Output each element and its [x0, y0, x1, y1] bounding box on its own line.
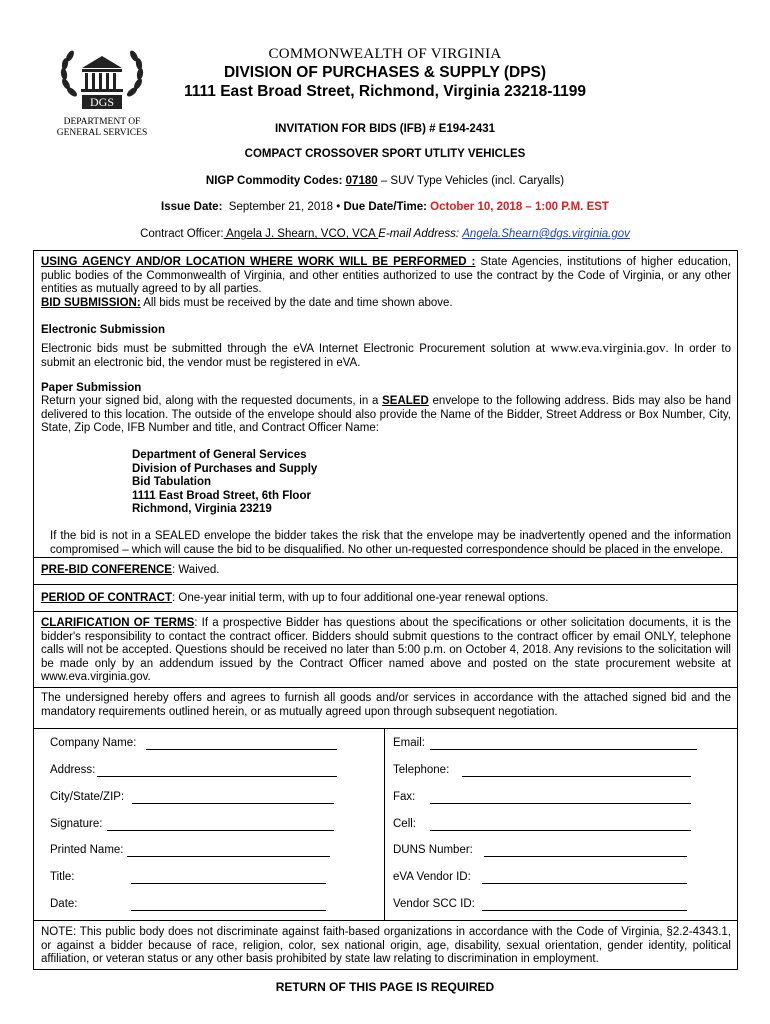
due-date: October 10, 2018 – 1:00 P.M. EST [430, 201, 609, 213]
signature-label: Signature: [50, 818, 103, 830]
telephone-label: Telephone: [393, 764, 450, 776]
eva-url[interactable]: www.eva.virginia.gov [550, 340, 666, 355]
bid-submission-label: BID SUBMISSION: [41, 297, 141, 309]
divider [33, 687, 738, 688]
city-state-zip-field[interactable] [132, 803, 334, 804]
divider [33, 584, 738, 585]
divider [33, 728, 738, 729]
date-label: Date: [50, 898, 78, 910]
non-discrimination-note: NOTE: This public body does not discriminate against faith-based organizations in accordance with the Code of Virginia, §2.2-4343.1, or against a bidder because of race, religion, color, sex national origin, age, disability, sexual orientation, gender identity, political affiliation, or veteran status or any other basis prohibited by state law relating to discrimination in employment. [41, 926, 731, 965]
issue-line: Issue Date: September 21, 2018 • Due Date/Time: October 10, 2018 – 1:00 P.M. EST [161, 201, 609, 213]
title-field[interactable] [131, 883, 326, 884]
city-state-zip-label: City/State/ZIP: [50, 791, 125, 803]
svg-text:GENERAL SERVICES: GENERAL SERVICES [56, 128, 148, 138]
division-address: 1111 East Broad Street, Richmond, Virginia 23218-1199 [183, 83, 587, 100]
ifb-number: INVITATION FOR BIDS (IFB) # E194-2431 [274, 123, 496, 135]
email-field[interactable] [430, 749, 697, 750]
telephone-field[interactable] [462, 776, 691, 777]
officer-name: Angela J. Shearn, VCO, VCA [223, 228, 379, 240]
fax-label: Fax: [393, 791, 416, 803]
duns-number-field[interactable] [484, 856, 687, 857]
bid-submission-section: BID SUBMISSION: All bids must be received by the date and time shown above. [41, 297, 453, 309]
email-field-label: Email: [393, 737, 425, 749]
svg-text:DGS: DGS [89, 95, 115, 109]
commonwealth-heading: COMMONWEALTH OF VIRGINIA [268, 46, 502, 62]
paper-heading: Paper Submission [41, 382, 142, 394]
nigp-code: 07180 [345, 175, 378, 187]
ifb-title: COMPACT CROSSOVER SPORT UTLITY VEHICLES [244, 148, 526, 160]
duns-number-label: DUNS Number: [393, 844, 473, 856]
division-heading: DIVISION OF PURCHASES & SUPPLY (DPS) [223, 64, 547, 81]
printed-name-field[interactable] [127, 856, 330, 857]
divider [33, 557, 738, 558]
officer-line [0, 228, 770, 240]
nigp-description: – SUV Type Vehicles (incl. Caryalls) [377, 175, 565, 187]
undersigned-statement: The undersigned hereby offers and agrees to furnish all goods and/or services in accordance with the attached signed bid and the mandatory requirements outlined herein, or as mutually agreed upon through subsequent negotiation. [41, 692, 731, 718]
fax-field[interactable] [430, 803, 691, 804]
form-column-divider [384, 729, 385, 920]
nigp-label: NIGP Commodity Codes [205, 175, 339, 187]
nigp-line: NIGP Commodity Codes: 07180 – SUV Type Vehicles (incl. Caryalls) [205, 175, 565, 187]
issue-label: Issue Date: [161, 201, 223, 213]
eva-vendor-id-field[interactable] [482, 883, 687, 884]
sealed-warning: If the bid is not in a SEALED envelope the bidder takes the risk that the envelope may be inadvertently opened and the information compromised – which will cause the bid to be disqualified. No other un-requested correspondence should be placed in the envelope. [50, 530, 731, 556]
company-name-field[interactable] [146, 749, 337, 750]
company-name-label: Company Name: [50, 737, 137, 749]
svg-text:DEPARTMENT OF: DEPARTMENT OF [63, 117, 141, 127]
prebid-section: PRE-BID CONFERENCE: Waived. [41, 564, 220, 576]
vendor-scc-id-label: Vendor SCC ID: [393, 898, 475, 910]
cell-field[interactable] [430, 830, 691, 831]
email-link[interactable]: Angela.Shearn@dgs.virginia.gov [462, 228, 630, 240]
using-agency-label: USING AGENCY AND/OR LOCATION WHERE WORK WILL BE PERFORMED : [41, 256, 476, 268]
divider [33, 920, 738, 921]
using-agency-section: USING AGENCY AND/OR LOCATION WHERE WORK WILL BE PERFORMED : State Agencies, institutions of higher education, public bodies of the Commonwealth of Virginia, and other entities authorized to use the contract by the Code of Virginia, or any other entities as mutually agreed to by all parties. [41, 256, 731, 295]
printed-name-label: Printed Name: [50, 844, 124, 856]
issue-date: September 21, 2018 [228, 201, 334, 213]
divider [33, 611, 738, 612]
return-required-notice: RETURN OF THIS PAGE IS REQUIRED [275, 980, 495, 994]
title-label: Title: [50, 871, 75, 883]
date-field[interactable] [131, 910, 326, 911]
address-label: Address: [50, 764, 96, 776]
eva-vendor-id-label: eVA Vendor ID: [393, 871, 471, 883]
mailing-address: Department of General Services Division of Purchases and Supply Bid Tabulation 1111 East Broad Street, 6th Floor Richmond, Virginia 23219 [132, 449, 318, 515]
signature-field[interactable] [107, 830, 334, 831]
due-label: Due Date/Time: [343, 201, 427, 213]
email-label: E-mail Address: [378, 228, 460, 240]
period-section: PERIOD OF CONTRACT: One-year initial term, with up to four additional one-year renewal options. [41, 592, 549, 604]
address-field[interactable] [97, 776, 337, 777]
paper-text: Return your signed bid, along with the requested documents, in a SEALED envelope to the following address. Bids may also be hand delivered to this location. The outside of the envelope should also provide the Name of the Bidder, Street Address or Box Number, City, State, Zip Code, IFB Number and title, and Contract Officer Name: [41, 395, 731, 434]
vendor-scc-id-field[interactable] [482, 910, 687, 911]
cell-label: Cell: [393, 818, 417, 830]
electronic-text: Electronic bids must be submitted through the eVA Internet Electronic Procurement solution at www.eva.virginia.gov. In order to submit an electronic bid, the vendor must be registered in eVA. [41, 340, 732, 369]
clarification-section: CLARIFICATION OF TERMS: If a prospective Bidder has questions about the specifications or other solicitation documents, it is the bidder's responsibility to contact the contract officer. Bidders should submit questions to the contract officer by email ONLY, telephone calls will not be accepted. Questions should be received no later than 5:00 p.m. on October 4, 2018. Any revisions to the solicitation will be made only by an addendum issued by the Contract Officer named above and posted on the state procurement website at www.eva.virginia.gov. [41, 617, 731, 683]
officer-label: Contract Officer: [140, 228, 224, 240]
electronic-heading: Electronic Submission [41, 324, 165, 336]
